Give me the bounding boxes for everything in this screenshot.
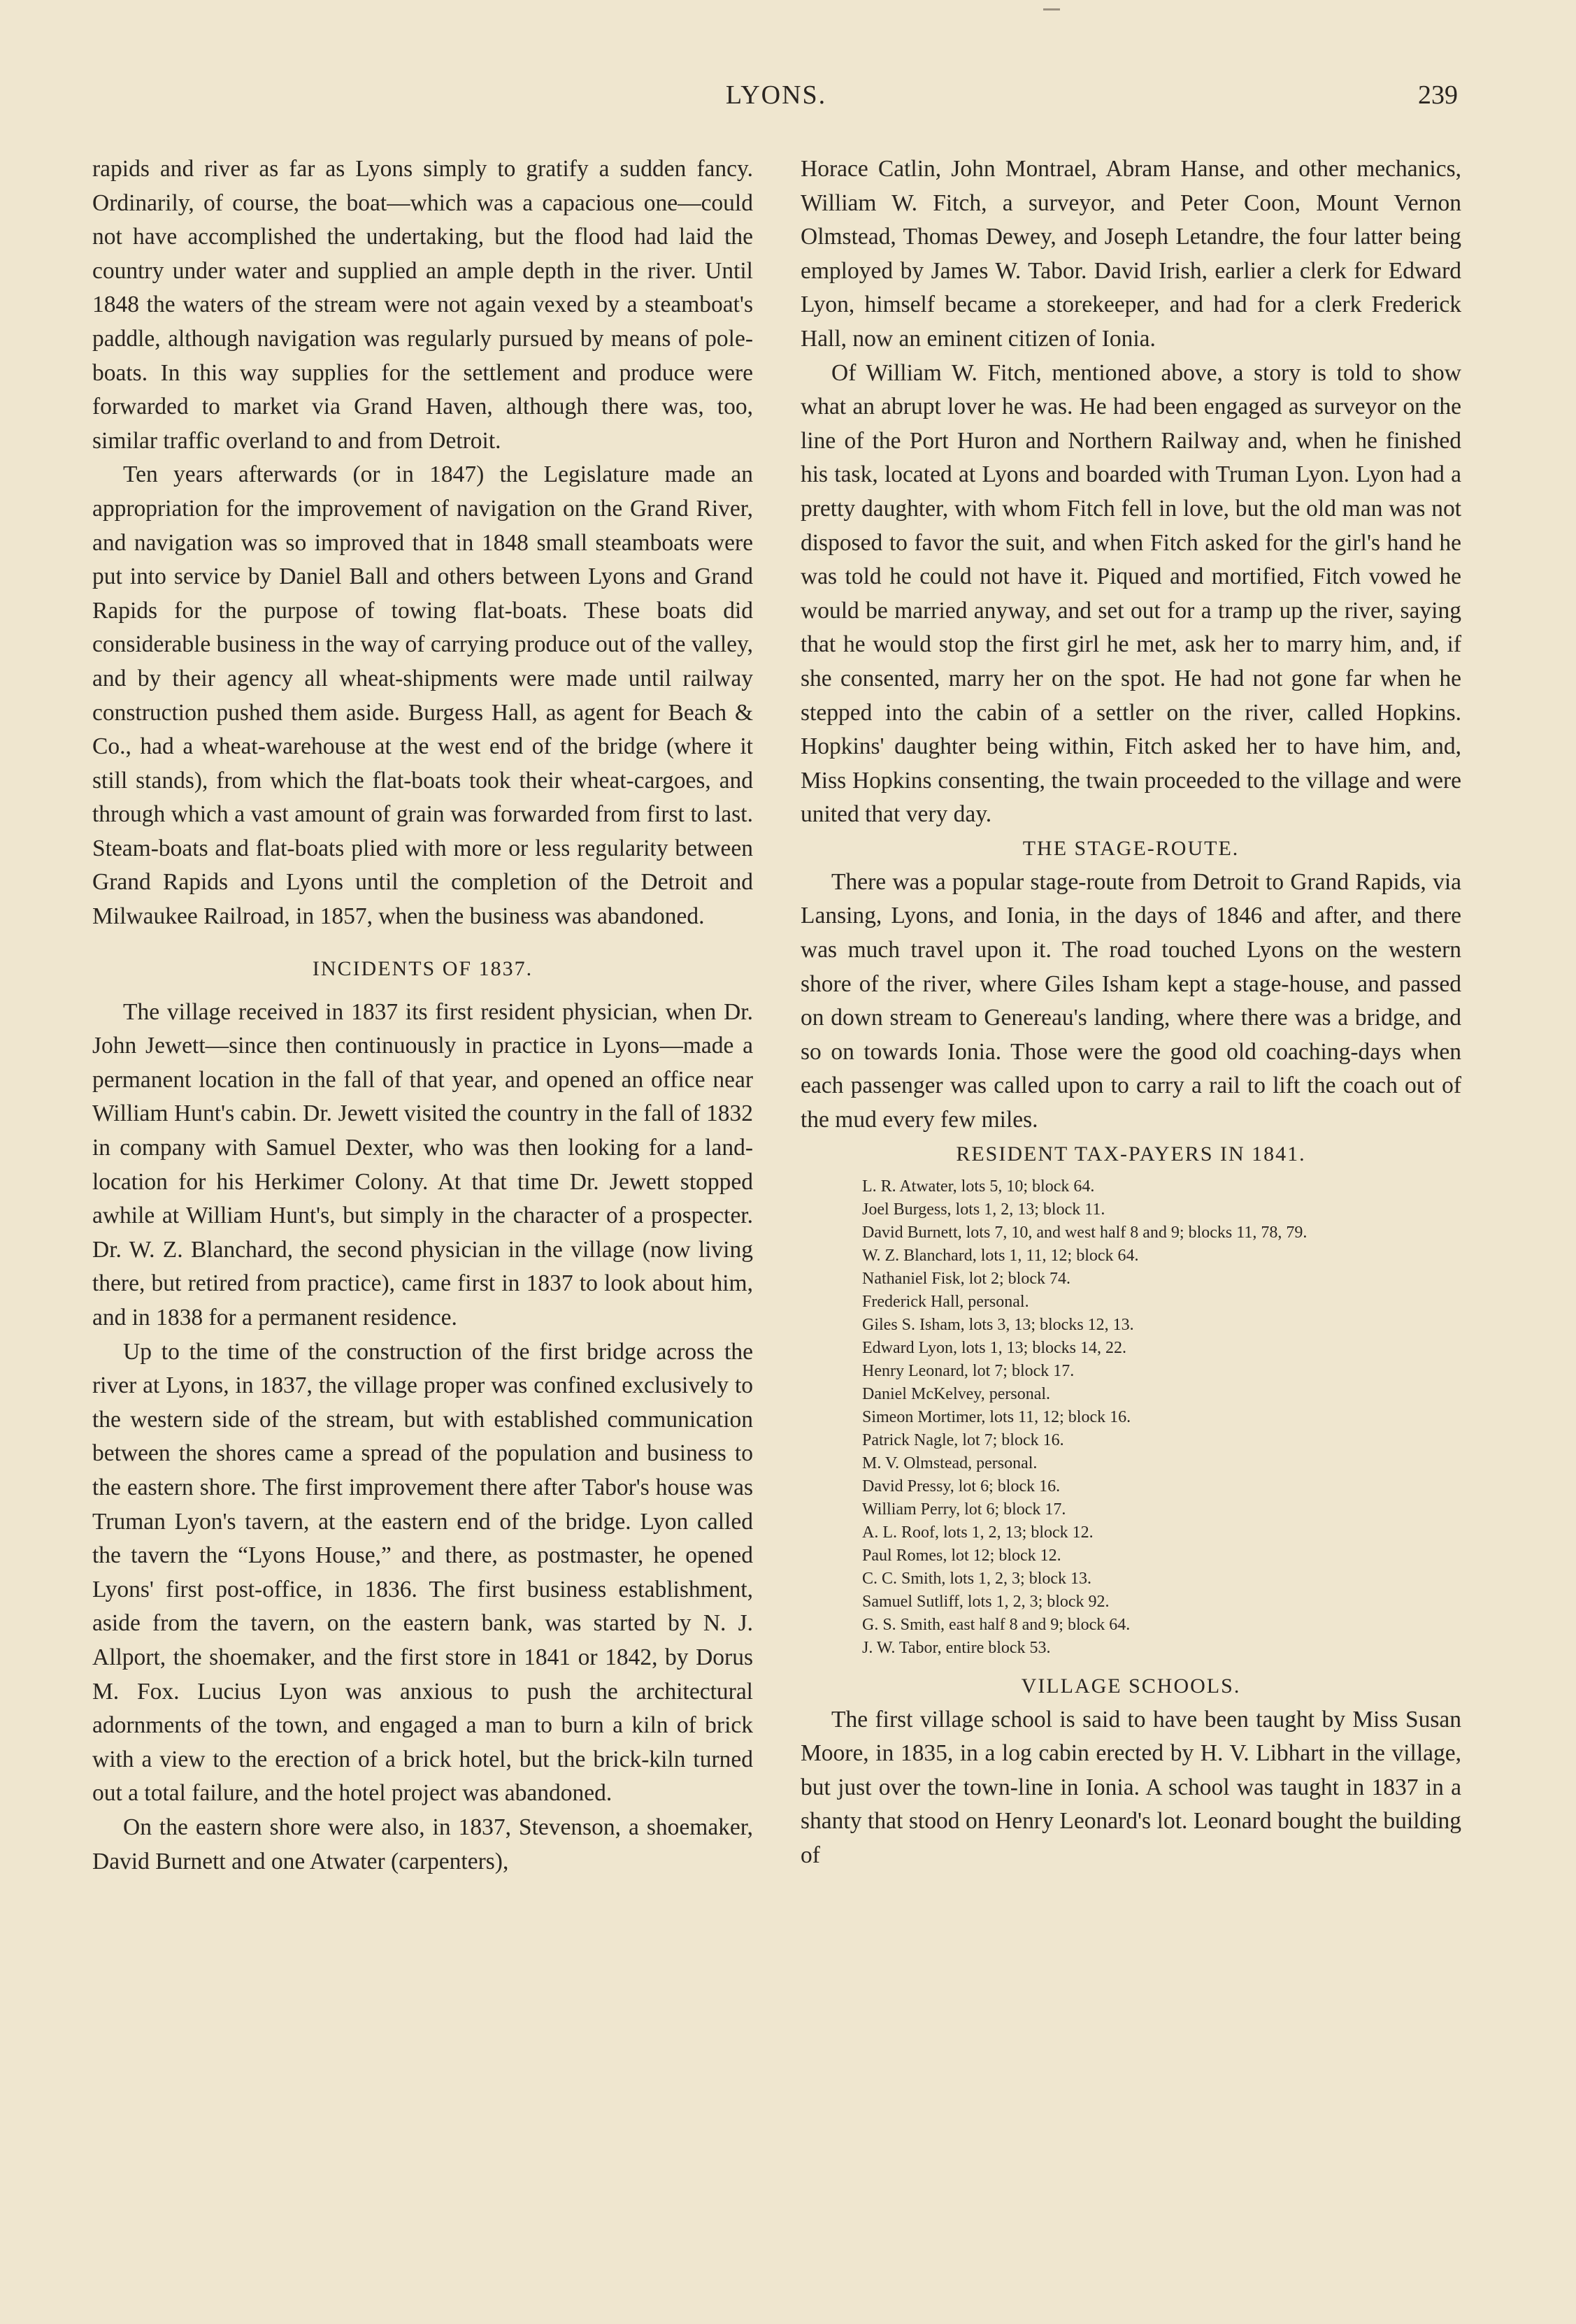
list-item: Paul Romes, lot 12; block 12. (862, 1546, 1061, 1565)
section-heading-stage-route: THE STAGE-ROUTE. (1022, 836, 1240, 860)
list-item: Frederick Hall, personal. (862, 1292, 1029, 1311)
list-item: Nathaniel Fisk, lot 2; block 74. (862, 1269, 1070, 1288)
section-heading-village-schools: VILLAGE SCHOOLS. (1021, 1674, 1241, 1698)
list-item: Joel Burgess, lots 1, 2, 13; block 11. (862, 1200, 1105, 1219)
right-column (801, 152, 1461, 1873)
list-item: C. C. Smith, lots 1, 2, 3; block 13. (862, 1569, 1092, 1588)
paragraph: The first village school is said to have been taught by Miss Susan Moore, in 1835, in a log cabin erected by H. V. Libhart in the village, but just over the town-line in Ionia. A school was taught in 1837 in a shanty that stood on Henry Leonard's lot. Leonard bought the building of (801, 1706, 1461, 1868)
paragraph: There was a popular stage-route from Detroit to Grand Rapids, via Lansing, Lyons, and Ionia, in the days of 1846 and after, and there was much travel upon it. The road touched Lyons on the western shore of the river, where Giles Isham kept a stage-house, and passed on down stream to Genereau's landing, where there was a bridge, and so on towards Ionia. Those were the good old coaching-days when each passenger was called upon to carry a rail to lift the coach out of the mud every few miles. (801, 868, 1461, 1133)
page-header (94, 77, 1458, 119)
list-item: Edward Lyon, lots 1, 13; blocks 14, 22. (862, 1338, 1126, 1357)
list-item: Samuel Sutliff, lots 1, 2, 3; block 92. (862, 1592, 1110, 1611)
list-item: M. V. Olmstead, personal. (862, 1454, 1038, 1472)
list-item: W. Z. Blanchard, lots 1, 11, 12; block 64. (862, 1246, 1139, 1265)
list-item: G. S. Smith, east half 8 and 9; block 64. (862, 1615, 1131, 1634)
tax-payer-list (862, 1175, 1461, 1660)
list-item: William Perry, lot 6; block 17. (862, 1500, 1066, 1519)
paragraph: The village received in 1837 its first resident physician, when Dr. John Jewett—since then continuously in practice in Lyons—made a permanent location in the fall of that year, and opened an office near William Hunt's cabin. Dr. Jewett visited the country in the fall of 1832 in company with Samuel Dexter, who was then looking for a land-location for his Herkimer Colony. At that time Dr. Jewett stopped awhile at William Hunt's, but simply in the character of a prospecter. Dr. W. Z. Blanchard, the second physician in the village (now living there, but retired from practice), came first in 1837 to look about him, and in 1838 for a permanent residence. (92, 998, 753, 1330)
list-item: Henry Leonard, lot 7; block 17. (862, 1361, 1075, 1380)
list-item: Simeon Mortimer, lots 11, 12; block 16. (862, 1407, 1131, 1426)
list-item: David Burnett, lots 7, 10, and west half 8 and 9; blocks 11, 78, 79. (862, 1223, 1308, 1242)
list-item: David Pressy, lot 6; block 16. (862, 1477, 1061, 1495)
list-item: L. R. Atwater, lots 5, 10; block 64. (862, 1177, 1095, 1196)
paragraph: rapids and river as far as Lyons simply to gratify a sudden fancy. Ordinarily, of course, the boat—which was a capacious one—could not have accomplished the undertaking, but the flood had laid the country under water and supplied an ample depth in the river. Until 1848 the waters of the stream were not again vexed by a steamboat's paddle, although navigation was regularly pursued by means of pole-boats. In this way supplies for the settlement and produce were forwarded to market via Grand Haven, although there was, too, similar traffic overland to and from Detroit. (92, 156, 753, 454)
list-item: Patrick Nagle, lot 7; block 16. (862, 1430, 1064, 1449)
paragraph: On the eastern shore were also, in 1837, Stevenson, a shoemaker, David Burnett and one Atwater (carpenters), (92, 1814, 753, 1874)
list-item: A. L. Roof, lots 1, 2, 13; block 12. (862, 1523, 1094, 1542)
running-head: LYONS. (725, 80, 827, 110)
section-heading-incidents: INCIDENTS OF 1837. (312, 956, 533, 980)
list-item: Daniel McKelvey, personal. (862, 1384, 1051, 1403)
section-heading-tax-payers: RESIDENT TAX-PAYERS IN 1841. (956, 1142, 1306, 1165)
list-item: J. W. Tabor, entire block 53. (862, 1638, 1051, 1657)
paragraph: Up to the time of the construction of the first bridge across the river at Lyons, in 1837, the village proper was confined exclusively to the western side of the stream, but with established communication between the shores came a spread of the population and business to the eastern shore. The first improvement there after Tabor's house was Truman Lyon's tavern, at the eastern end of the bridge. Lyon called the tavern the “Lyons House,” and there, as postmaster, he opened Lyons' first post-office, in 1836. The first business establishment, aside from the tavern, on the eastern bank, was started by N. J. Allport, the shoemaker, and the first store in 1841 or 1842, by Dorus M. Fox. Lucius Lyon was anxious to push the architectural adornments of the town, and engaged a man to burn a kiln of brick with a view to the erection of a brick hotel, but the brick-kiln turned out a total failure, and the hotel project was abandoned. (92, 1338, 753, 1807)
paragraph: Of William W. Fitch, mentioned above, a story is told to show what an abrupt lover he was. He had been engaged as surveyor on the line of the Port Huron and Northern Railway and, when he finished his task, located at Lyons and boarded with Truman Lyon. Lyon had a pretty daughter, with whom Fitch fell in love, but the old man was not disposed to favor the suit, and when Fitch asked for the girl's hand he was told he could not have it. Piqued and mortified, Fitch vowed he would be married anyway, and set out for a tramp up the river, saying that he would stop the first girl he met, ask her to marry him, and, if she consented, marry her on the spot. He had not gone far when he stepped into the cabin of a settler on the river, called Hopkins. Hopkins' daughter being within, Fitch asked her to have him, and, Miss Hopkins consenting, the twain proceeded to the village and were united that very day. (801, 359, 1461, 828)
top-mark (1043, 8, 1060, 10)
left-column (92, 152, 753, 1879)
paragraph: Ten years afterwards (or in 1847) the Legislature made an appropriation for the improvement of navigation on the Grand River, and navigation was so improved that in 1848 small steamboats were put into service by Daniel Ball and others between Lyons and Grand Rapids for the purpose of towing flat-boats. These boats did considerable business in the way of carrying produce out of the valley, and by their agency all wheat-shipments were made until railway construction pushed them aside. Burgess Hall, as agent for Beach & Co., had a wheat-warehouse at the west end of the bridge (where it still stands), from which the flat-boats took their wheat-cargoes, and through which a vast amount of grain was forwarded from first to last. Steam-boats and flat-boats plied with more or less regularity between Grand Rapids and Lyons until the completion of the Detroit and Milwaukee Railroad, in 1857, when the business was abandoned. (92, 461, 753, 930)
list-item: Giles S. Isham, lots 3, 13; blocks 12, 13. (862, 1315, 1134, 1334)
paragraph: Horace Catlin, John Montrael, Abram Hanse, and other mechanics, William W. Fitch, a surveyor, and Peter Coon, Mount Vernon Olmstead, Thomas Dewey, and Joseph Letandre, the four latter being employed by James W. Tabor. David Irish, earlier a clerk for Edward Lyon, himself became a storekeeper, and had for a clerk Frederick Hall, now an eminent citizen of Ionia. (801, 156, 1461, 352)
page-number: 239 (1418, 80, 1458, 110)
